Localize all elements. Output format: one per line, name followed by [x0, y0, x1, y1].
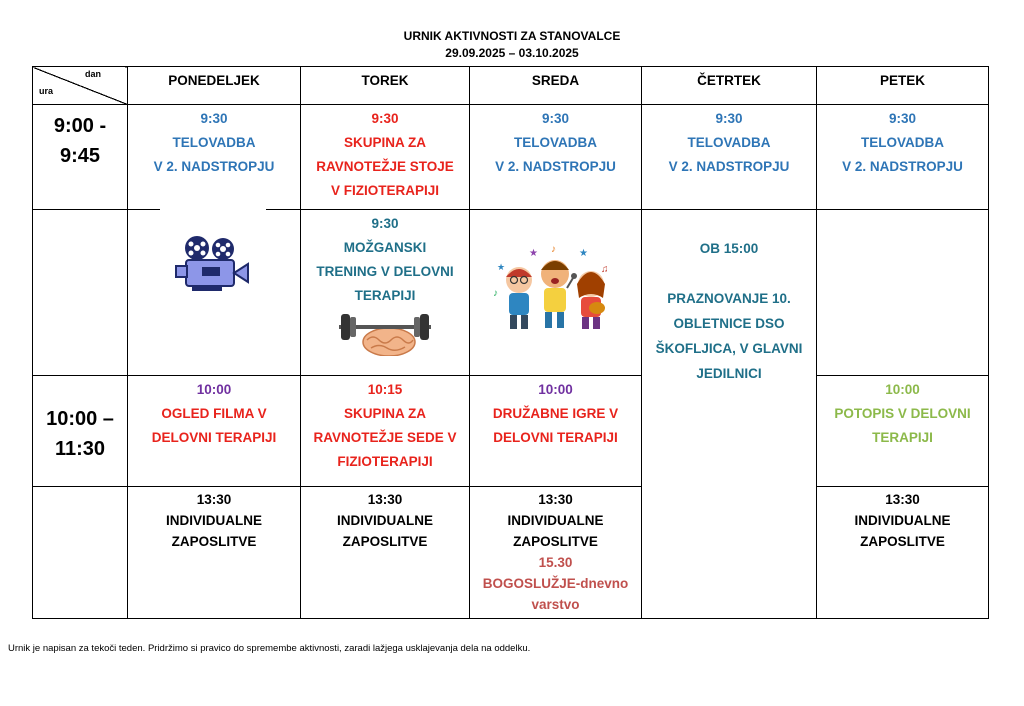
- activity-mon-film-icon-cell: [128, 210, 301, 376]
- activity-time: 9:30: [888, 111, 917, 126]
- day-header-thursday: ČETRTEK: [642, 67, 817, 105]
- footer-note: Urnik je napisan za tekoči teden. Pridržimo si pravico do spremembe aktivnosti, zaradi lažjega usklajevanja dela na oddelku.: [8, 643, 531, 654]
- activity-line: ZAPOSLITVE: [513, 534, 598, 549]
- activity-line: INDIVIDUALNE: [854, 513, 951, 528]
- activity-line: TERAPIJI: [354, 288, 416, 303]
- activity-wed-games: [470, 376, 642, 487]
- activity-time: 10:00: [885, 382, 920, 397]
- activity-time: OB 15:00: [699, 241, 759, 256]
- film-camera-icon: [174, 232, 254, 298]
- day-header-wednesday: SREDA: [470, 67, 642, 105]
- svg-text:★: ★: [528, 248, 538, 259]
- time-slot-empty: [33, 210, 128, 376]
- activity-time: 9:30: [200, 111, 228, 126]
- activity-fri-empty: [817, 210, 989, 376]
- activity-line: DELOVNI TERAPIJI: [493, 430, 618, 445]
- activity-line: RAVNOTEŽJE STOJE: [316, 159, 454, 174]
- corner-header: [33, 67, 128, 105]
- activity-time: 9:30: [541, 111, 570, 126]
- activity-time: 13:30: [196, 492, 232, 507]
- page-title: URNIK AKTIVNOSTI ZA STANOVALCE: [403, 29, 621, 43]
- activity-line: DELOVNI TERAPIJI: [151, 430, 277, 445]
- corner-day-label: dan: [84, 69, 101, 79]
- activity-wed-singing-icon-cell: [470, 210, 642, 376]
- time-slot-morning: [33, 105, 128, 210]
- activity-fri-exercise: [817, 105, 989, 210]
- activity-line: POTOPIS V DELOVNI: [834, 406, 971, 421]
- activity-line: TERAPIJI: [872, 430, 933, 445]
- activity-mon-exercise: [128, 105, 301, 210]
- activity-time: 13:30: [538, 492, 573, 507]
- activity-line: INDIVIDUALNE: [336, 513, 433, 528]
- activity-tue-balance: [301, 105, 470, 210]
- activity-line: TELOVADBA: [861, 135, 944, 150]
- activity-tue-individual: [301, 487, 470, 619]
- svg-text:★: ★: [578, 248, 588, 259]
- activity-mon-individual: [128, 487, 301, 619]
- brain-dumbbell-icon: [337, 308, 433, 356]
- activity-wed-exercise: [470, 105, 642, 210]
- svg-text:♫: ♫: [600, 264, 608, 275]
- activity-fri-individual: [817, 487, 989, 619]
- activity-line: V 2. NADSTROPJU: [842, 159, 963, 174]
- activity-line: ZAPOSLITVE: [860, 534, 945, 549]
- day-header-monday: PONEDELJEK: [128, 67, 301, 105]
- svg-text:♪: ♪: [550, 244, 556, 255]
- activity-thu-exercise: [642, 105, 817, 210]
- activity-line: DRUŽABNE IGRE V: [492, 406, 619, 421]
- activity-line: TELOVADBA: [514, 135, 597, 150]
- activity-line: ZAPOSLITVE: [342, 534, 428, 549]
- activity-tue-seated-balance: [301, 376, 470, 487]
- activity-thu-celebration: [642, 210, 817, 619]
- activity-line: V FIZIOTERAPIJI: [330, 183, 439, 198]
- activity-line: TRENING V DELOVNI: [316, 264, 454, 279]
- activity-line: OBLETNICE DSO: [673, 316, 785, 331]
- activity-line: INDIVIDUALNE: [165, 513, 262, 528]
- activity-line: V 2. NADSTROPJU: [668, 159, 790, 174]
- activity-line: FIZIOTERAPIJI: [337, 454, 433, 469]
- time-start: 10:00 –: [46, 408, 114, 430]
- activity-line: INDIVIDUALNE: [507, 513, 604, 528]
- activity-line: MOŽGANSKI: [343, 240, 427, 255]
- time-start: 9:00 -: [53, 115, 107, 137]
- activity-time: 10:00: [538, 382, 573, 397]
- activity-time: 9:30: [715, 111, 743, 126]
- activity-time: 9:30: [371, 216, 399, 231]
- schedule-table: [32, 66, 989, 619]
- activity-wed-individual: [470, 487, 642, 619]
- activity-mon-film: [128, 376, 301, 487]
- activity-line: RAVNOTEŽJE SEDE V: [313, 430, 457, 445]
- time-slot-empty: [33, 487, 128, 619]
- activity-line: ŠKOFLJICA, V GLAVNI: [655, 341, 803, 356]
- activity-time: 9:30: [371, 111, 399, 126]
- border-gap: [160, 209, 266, 211]
- activity-line: JEDILNICI: [696, 366, 762, 381]
- activity-tue-brain-training: [301, 210, 470, 376]
- corner-hour-label: ura: [39, 86, 54, 96]
- activity-time: 10:00: [196, 382, 232, 397]
- activity-line: OGLED FILMA V: [161, 406, 267, 421]
- activity-line: SKUPINA ZA: [343, 135, 426, 150]
- activity-line: TELOVADBA: [687, 135, 771, 150]
- activity-time: 13:30: [367, 492, 403, 507]
- activity-line: SKUPINA ZA: [343, 406, 426, 421]
- activity-time: 13:30: [885, 492, 920, 507]
- activity-fri-travelogue: [817, 376, 989, 487]
- date-range: 29.09.2025 – 03.10.2025: [445, 46, 579, 60]
- svg-text:★: ★: [496, 262, 505, 272]
- time-end: 9:45: [59, 145, 101, 167]
- activity-line: V 2. NADSTROPJU: [495, 159, 616, 174]
- activity-line: PRAZNOVANJE 10.: [667, 291, 791, 306]
- day-header-friday: PETEK: [817, 67, 989, 105]
- singing-children-icon: [491, 244, 621, 334]
- activity-line: varstvo: [531, 597, 580, 612]
- activity-time: 15.30: [538, 555, 573, 570]
- activity-line: V 2. NADSTROPJU: [153, 159, 275, 174]
- activity-line: ZAPOSLITVE: [171, 534, 257, 549]
- svg-text:♪: ♪: [492, 288, 498, 299]
- time-end: 11:30: [54, 438, 106, 460]
- activity-line: TELOVADBA: [172, 135, 256, 150]
- activity-time: 10:15: [367, 382, 403, 397]
- time-slot-late-morning: [33, 376, 128, 487]
- activity-line: BOGOSLUŽJE-dnevno: [482, 576, 629, 591]
- day-header-tuesday: TOREK: [301, 67, 470, 105]
